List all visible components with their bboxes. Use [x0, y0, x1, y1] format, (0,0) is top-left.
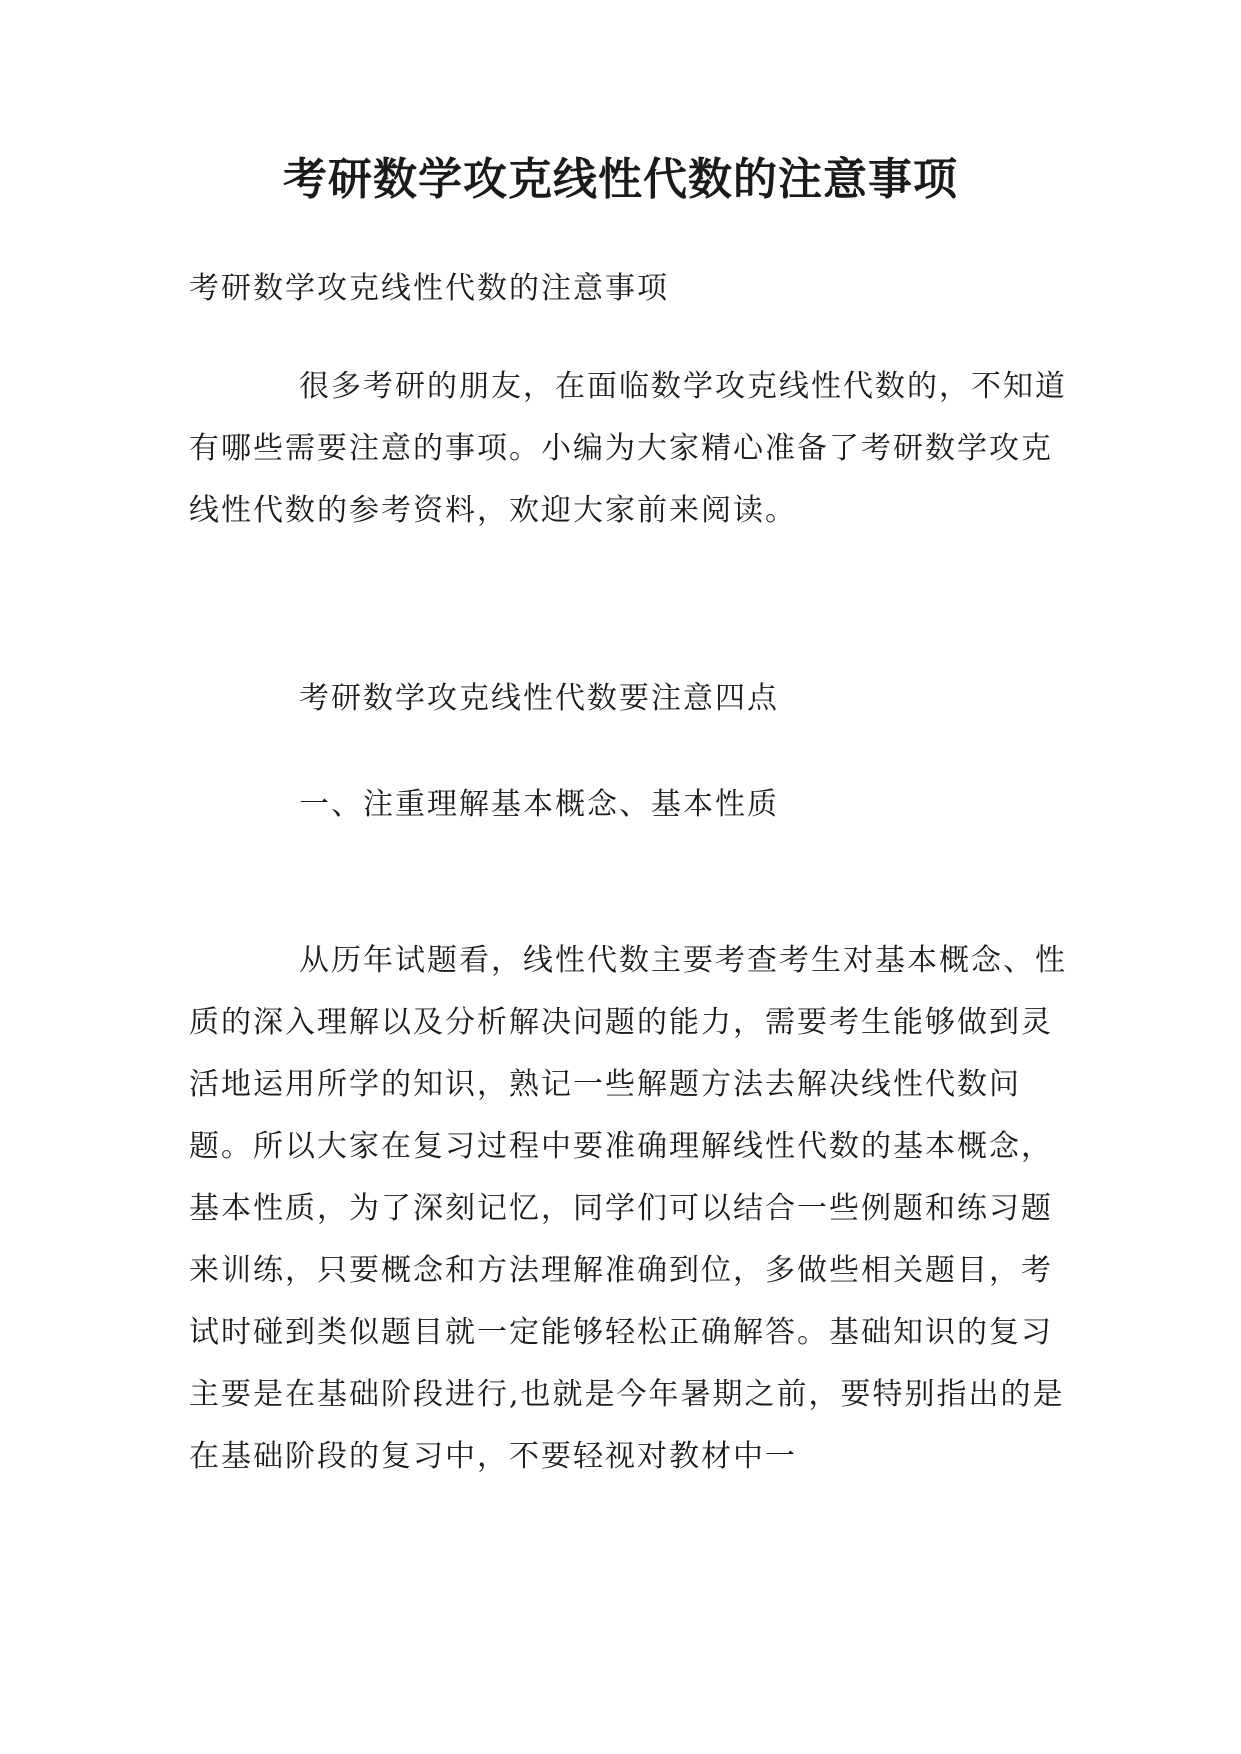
section-heading: 考研数学攻克线性代数要注意四点 — [299, 681, 779, 716]
intro-paragraph: 很多考研的朋友，在面临数学攻克线性代数的，不知道有哪些需要注意的事项。小编为大家精心准备了考研数学攻克线性代数的参考资料，欢迎大家前来阅读。 — [189, 369, 1067, 528]
point-one-heading: 一、注重理解基本概念、基本性质 — [299, 787, 779, 822]
point-one-body: 从历年试题看，线性代数主要考查考生对基本概念、性质的深入理解以及分析解决问题的能力，需要考生能够做到灵活地运用所学的知识，熟记一些解题方法去解决线性代数问题。所以大家在复习过程中要准确理解线性代数的基本概念，基本性质，为了深刻记忆，同学们可以结合一些例题和练习题来训练，只要概念和方法理解准确到位，多做些相关题目，考试时碰到类似题目就一定能够轻松正确解答。基础知识的复习主要是在基础阶段进行,也就是今年暑期之前，要特别指出的是在基础阶段的复习中，不要轻视对教材中一 — [189, 943, 1067, 1474]
document-title: 考研数学攻克线性代数的注意事项 — [283, 154, 958, 205]
document-subtitle: 考研数学攻克线性代数的注意事项 — [189, 271, 669, 306]
